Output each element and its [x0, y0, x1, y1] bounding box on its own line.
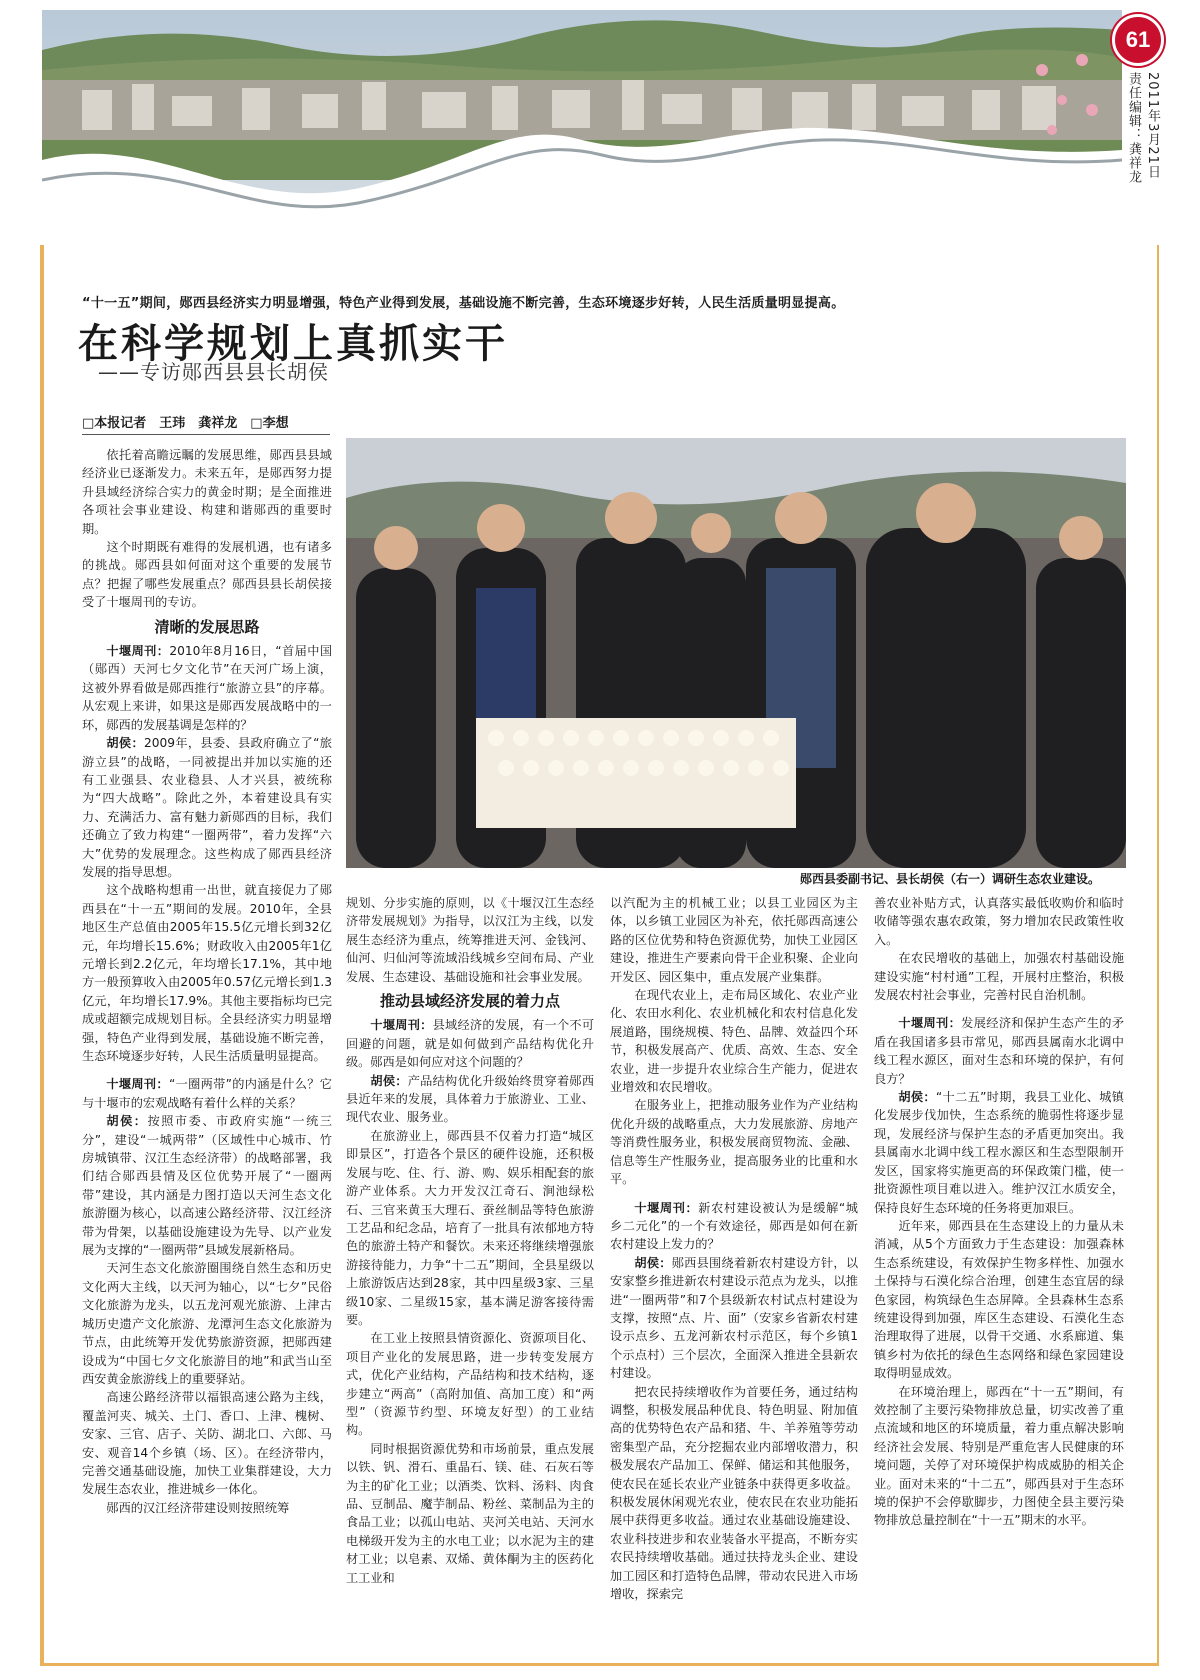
question-paragraph: [82, 642, 332, 734]
interviewer-label: 十堰周刊：: [106, 644, 170, 659]
paragraph: 高速公路经济带以福银高速公路为主线，覆盖河夹、城关、土门、香口、上津、槐树、安家、三官、店子、关防、湖北口、六郎、马安、观音14个乡镇（场、区）。在经济带内，完善交通基础设施，加快工业集群建设，大力发展生态农业，推进城乡一体化。: [82, 1390, 332, 1497]
section-heading: 推动县域经济发展的着力点: [379, 992, 560, 1011]
question-text: 2010年8月16日，“首届中国（郧西）天河七夕文化节”在天河广场上演，这被外界看做是郧西推行“旅游立县”的序幕。从宏观上来讲，如果这是郧西发展战略中的一环，郧西的发展基调是怎样的？: [82, 644, 333, 732]
interviewee-label: 胡侯：: [898, 1090, 936, 1105]
question-paragraph: [610, 1199, 858, 1254]
byline: □本报记者 王玮 龚祥龙 □李想: [82, 416, 289, 431]
answer-paragraph: [874, 1088, 1124, 1217]
paragraph: 善农业补贴方式，认真落实最低收购价和临时收储等强农惠农政策，努力增加农民政策性收入。: [874, 896, 1124, 947]
answer-text: “十二五”时期，我县工业化、城镇化发展步伐加快，生态系统的脆弱性将逐步显现，发展经济与保护生态的矛盾更加突出。我县属南水北调中线工程水源区和生态型限制开发区，国家将实施更高的环保政策门槛，使一批资源性项目难以进入。维护汉江水质安全，保持良好生态环境的任务将更加艰巨。: [874, 1090, 1124, 1215]
page-number-badge: 61: [1112, 14, 1164, 66]
answer-paragraph: [610, 1254, 858, 1383]
answer-text: 产品结构优化升级始终贯穿着郧西县近年来的发展，具体着力于旅游业、工业、现代农业、服务业。: [346, 1073, 595, 1125]
answer-paragraph: [82, 1112, 332, 1259]
question-text: “一圈两带”的内涵是什么？它与十堰市的宏观战略有着什么样的关系？: [82, 1077, 332, 1110]
article-column-3: [610, 894, 858, 1603]
interviewer-label: 十堰周刊：: [898, 1016, 962, 1031]
article-title: 在科学规划上真抓实干: [78, 320, 508, 367]
answer-text: 按照市委、市政府实施“一统三分”，建设“一城两带”（区域性中心城市、竹房城镇带、汉江生态经济带）的战略部署，我们结合郧西县情及区位优势开展了“一圈两带”建设，其内涵是力图打造以天河生态文化旅游圈为核心，以高速公路经济带、汉江经济带为骨架，以基础设施建设为先导、以产业发展为支撑的“一圈两带”县域发展新格局。: [82, 1114, 332, 1258]
frame-right-border: [1157, 245, 1159, 1665]
city-panorama-image: [42, 10, 1122, 230]
city-panorama-banner: [42, 10, 1122, 230]
paragraph: 在工业上按照县情资源化、资源项目化、项目产业化的发展思路，进一步转变发展方式，优化产业结构，产品结构和技术结构，逐步建立“两高”（高附加值、高加工度）和“两型”（资源节约型、环境友好型）的工业结构。: [346, 1331, 594, 1438]
interviewee-label: 胡侯：: [106, 736, 144, 751]
paragraph: 在服务业上，把推动服务业作为产业结构优化升级的战略重点，大力发展旅游、房地产等消费性服务业，积极发展商贸物流、金融、信息等生产性服务业，提高服务业的比重和水平。: [610, 1098, 858, 1187]
section-heading: 清晰的发展思路: [154, 617, 260, 636]
paragraph: 依托着高瞻远瞩的发展思维，郧西县县域经济业已逐渐发力。未来五年，是郧西努力提升县域经济综合实力的黄金时期；是全面推进各项社会事业建设、构建和谐郧西的重要时期。: [82, 448, 332, 536]
frame-left-border: [40, 245, 44, 1665]
paragraph: 以汽配为主的机械工业；以县工业园区为主体，以乡镇工业园区为补充，依托郧西高速公路的区位优势和特色资源优势，加快工业园区建设，推进生产要素向骨干企业积聚、企业向开发区、园区集中，重点发展产业集群。: [610, 896, 858, 984]
article-column-2: [346, 894, 594, 1587]
interviewee-label: 胡侯：: [634, 1255, 672, 1270]
answer-paragraph: [82, 734, 332, 881]
paragraph: 在旅游业上，郧西县不仅着力打造“城区即景区”，打造各个景区的硬件设施，还积极发展与吃、住、行、游、购、娱乐相配套的旅游产业体系。大力开发汉江奇石、涧池绿松石、三官来黄玉大理石、蚕丝制品等特色旅游工艺品和纪念品，培育了一批具有浓郁地方特色的旅游土特产和餐饮。未来还将继续增强旅游接待能力，力争“十二五”期间，全县星级以上旅游饭店达到28家，其中四星级3家、三星级10家、二星级15家，基本满足游客接待需要。: [346, 1128, 594, 1327]
responsible-editor: 责任编辑：龚祥龙: [1126, 72, 1141, 184]
interviewer-label: 十堰周刊：: [370, 1018, 433, 1033]
news-photo: [346, 438, 1126, 868]
paragraph: 规划、分步实施的原则，以《十堰汉江生态经济带发展规划》为指导，以汉江为主线，以发展生态经济为重点，统筹推进天河、金钱河、仙河、归仙河等流域沿线城乡空间布局、产业发展、生态建设、基础设施和社会事业发展。: [346, 896, 594, 984]
answer-text: 郧西县围绕着新农村建设方针，以安家整乡推进新农村建设示范点为龙头，以推进“一圈两带”和7个县级新农村试点村建设为支撑，按照“点、片、面”（安家乡省新农村建设示点乡、五龙河新农村示范区，每个乡镇1个示点村）三个层次，全面深入推进全县新农村建设。: [610, 1255, 859, 1381]
paragraph: 近年来，郧西县在生态建设上的力量从未消减，从5个方面致力于生态建设：加强森林生态系统建设，有效保护生物多样性、加强水土保持与石漠化综合治理，创建生态宜居的绿色家园，构筑绿色生态屏障。全县森林生态系统建设得到加强，库区生态建设、石漠化生态治理取得了进展，以骨干交通、水系廊道、集镇乡村为依托的绿色生态网络和绿色家园建设取得明显成效。: [874, 1218, 1124, 1381]
article-column-1: [82, 446, 332, 1517]
byline-divider: [82, 434, 330, 435]
interviewee-label: 胡侯：: [370, 1073, 408, 1088]
paragraph: 在农民增收的基础上，加强农村基础设施建设实施“村村通”工程，开展村庄整治，积极发展农村社会事业，完善村民自治机制。: [874, 951, 1124, 1003]
question-text: 县域经济的发展，有一个不可回避的问题，就是如何做到产品结构优化升级。郧西是如何应对这个问题的？: [346, 1018, 595, 1070]
answer-paragraph: [346, 1072, 594, 1127]
question-paragraph: [874, 1014, 1124, 1088]
photo-caption: 郧西县委副书记、县长胡侯（右一）调研生态农业建设。: [800, 872, 1101, 886]
interviewee-label: 胡侯：: [106, 1114, 148, 1129]
issue-date: 2011年3月21日: [1145, 72, 1160, 179]
officials-inspecting-eggs-image: [346, 438, 1126, 868]
paragraph: 郧西的汉江经济带建设则按照统筹: [106, 1500, 290, 1515]
paragraph: 这个时期既有难得的发展机遇，也有诸多的挑战。郧西县如何面对这个重要的发展节点？把握了哪些发展重点？郧西县县长胡侯接受了十堰周刊的专访。: [82, 540, 332, 610]
paragraph: 这个战略构想甫一出世，就直接促力了郧西县在“十一五”期间的发展。2010年，全县地区生产总值由2005年15.5亿元增长到32亿元，年均增长15.6%；财政收入由2005年1亿元增长到2.2亿元，年均增长17.1%，其中地方一般预算收入由2005年0.57亿元增长到1.3亿元，年均增长17.9%。其他主要指标均已完成或超额完成规划目标。全县经济实力明显增强，特色产业得到发展，基础设施不断完善，生态环境逐步好转，人民生活质量明显提高。: [82, 883, 332, 1063]
paragraph: 同时根据资源优势和市场前景，重点发展以铁、钒、滑石、重晶石、镁、硅、石灰石等为主的矿化工业；以酒类、饮料、汤料、肉食品、豆制品、魔芋制品、粉丝、菜制品为主的食品工业；以孤山电站、夹河关电站、天河水电梯级开发为主的水电工业；以水泥为主的建材工业；以皂素、双烯、黄体酮为主的医药化工工业和: [346, 1441, 594, 1585]
paragraph: 在现代农业上，走布局区域化、农业产业化、农田水利化、农业机械化和农村信息化发展道路，围绕规模、特色、品牌、效益四个环节，积极发展高产、优质、高效、生态、安全农业，进一步提升农业综合生产能力，促进农业增效和农民增收。: [610, 988, 858, 1095]
interviewer-label: 十堰周刊：: [106, 1077, 169, 1092]
question-paragraph: [346, 1016, 594, 1071]
article-subtitle: ——专访郧西县县长胡侯: [98, 360, 329, 384]
paragraph: 把农民持续增收作为首要任务，通过结构调整，积极发展品种优良、特色明显、附加值高的优势特色农产品和猪、牛、羊养殖等劳动密集型产品，充分挖掘农业内部增收潜力，积极发展农产品加工、保鲜、储运和其他服务，使农民在延长农业产业链条中获得更多收益。积极发展休闲观光农业，使农民在农业功能拓展中获得更多收益。通过农业基础设施建设、农业科技进步和农业装备水平提高，不断夯实农民持续增收基础。通过扶持龙头企业、建设加工园区和打造特色品牌，带动农民进入市场增收，探索完: [610, 1384, 858, 1602]
interviewer-label: 十堰周刊：: [634, 1200, 699, 1215]
answer-text: 2009年，县委、县政府确立了“旅游立县”的战略，一同被提出并加以实施的还有工业强县、农业稳县、人才兴县，被统称为“四大战略”。除此之外，本着建设具有实力、充满活力、富有魅力新郧西的目标，我们还确立了致力构建“一圈两带”，着力发挥“六大”优势的发展理念。这些构成了郧西县经济发展的指导思想。: [82, 736, 332, 879]
paragraph: 在环境治理上，郧西在“十一五”期间，有效控制了主要污染物排放总量，切实改善了重点流域和地区的环境质量，着力重点解决影响经济社会发展、特别是严重危害人民健康的环境问题，关停了对环境保护构成威胁的相关企业。面对未来的“十二五”，郧西县对于生态环境的保护不会停歇脚步，力图使全县主要污染物排放总量控制在“十一五”期末的水平。: [874, 1384, 1124, 1528]
paragraph: 天河生态文化旅游圈围绕自然生态和历史文化两大主线，以天河为轴心，以“七夕”民俗文化旅游为龙头，以五龙河观光旅游、上津古城历史遗产文化旅游、龙潭河生态文化旅游为节点，由此统筹开发优势旅游资源，把郧西建设成为“中国七夕文化旅游目的地”和武当山至西安黄金旅游线上的重要驿站。: [82, 1261, 332, 1386]
frame-bottom-border: [40, 1663, 1159, 1666]
article-column-4: [874, 894, 1124, 1530]
question-paragraph: [82, 1075, 332, 1112]
lead-summary: “十一五”期间，郧西县经济实力明显增强，特色产业得到发展，基础设施不断完善，生态环境逐步好转，人民生活质量明显提高。: [82, 296, 845, 311]
question-text: 新农村建设被认为是缓解“城乡二元化”的一个有效途径，郧西是如何在新农村建设上发力的？: [610, 1200, 858, 1252]
question-text: 发展经济和保护生态产生的矛盾在我国诸多县市常见，郧西县属南水北调中线工程水源区，面对生态和环境的保护，有何良方？: [874, 1016, 1125, 1086]
